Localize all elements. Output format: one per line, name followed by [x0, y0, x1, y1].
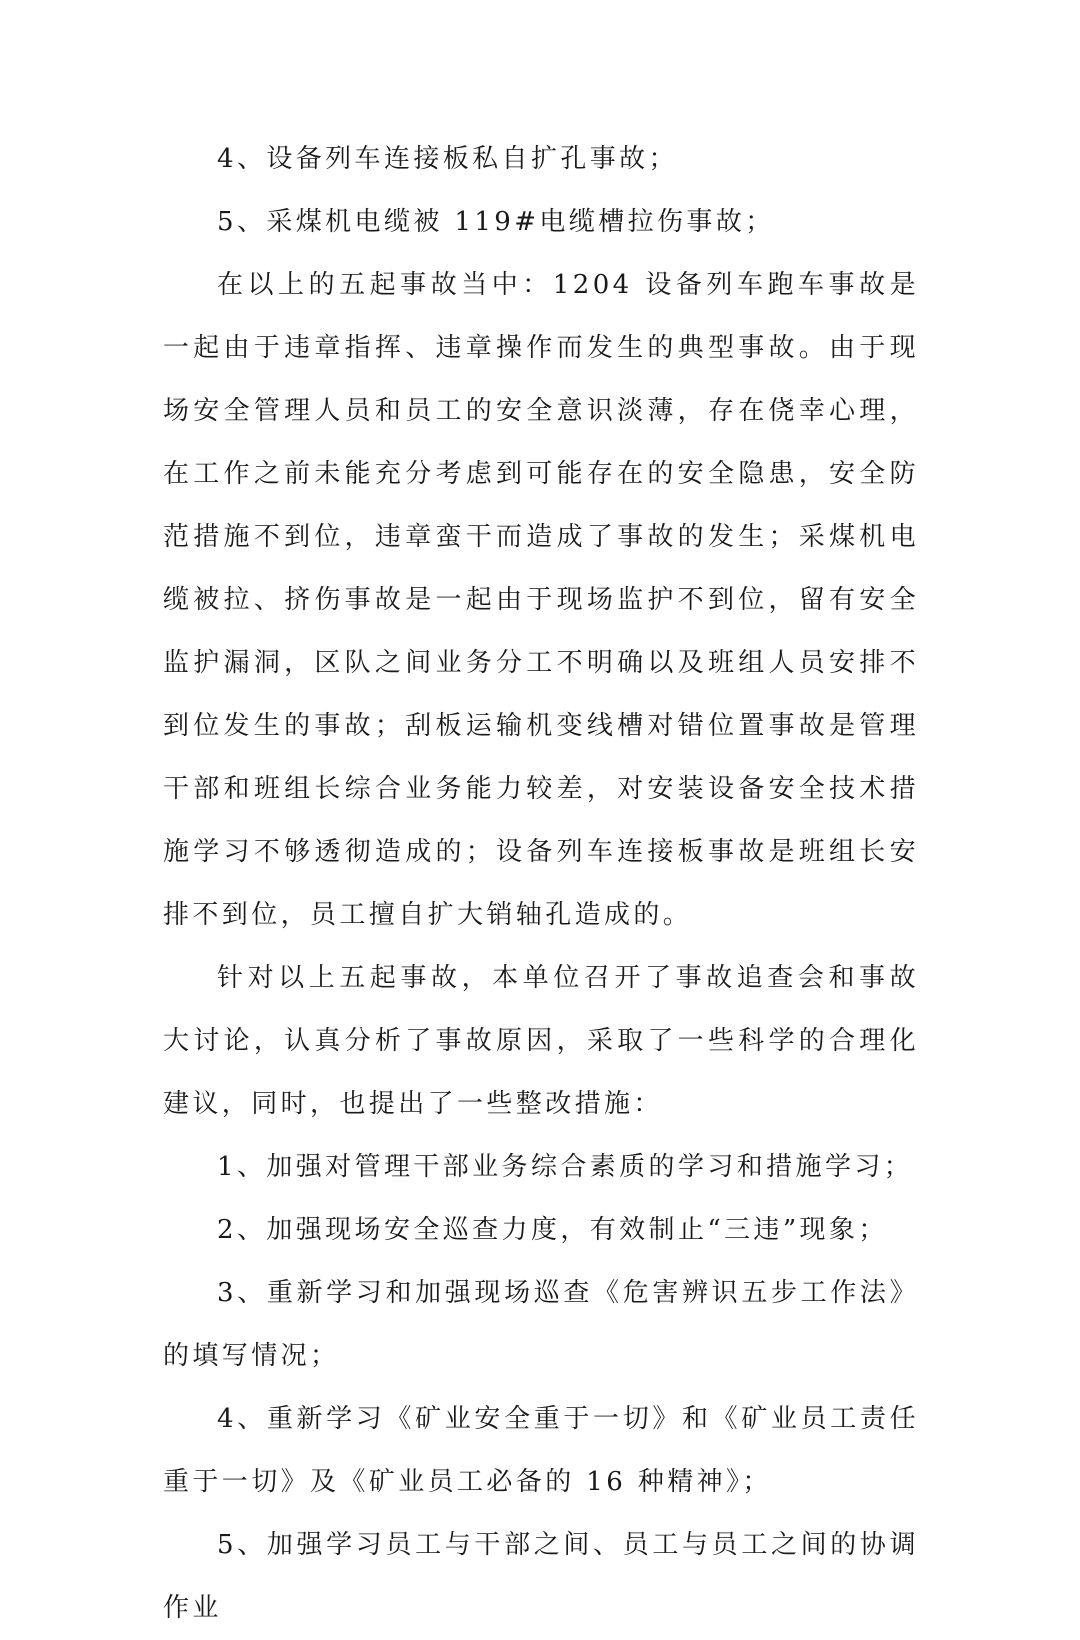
- response-paragraph: 针对以上五起事故，本单位召开了事故追查会和事故大讨论，认真分析了事故原因，采取了一些科学的合理化建议，同时，也提出了一些整改措施：: [163, 963, 919, 1119]
- measure-item-3: 3、重新学习和加强现场巡查《危害辨识五步工作法》的填写情况；: [163, 1278, 919, 1371]
- accident-item-4: 4、设备列车连接板私自扩孔事故；: [217, 144, 678, 174]
- measure-item-2: 2、加强现场安全巡查力度，有效制止“三违”现象；: [217, 1215, 888, 1245]
- measure-item-4: 4、重新学习《矿业安全重于一切》和《矿业员工责任重于一切》及《矿业员工必备的 16 种精神》；: [163, 1404, 919, 1497]
- document-body: [163, 128, 919, 1640]
- accident-item-5: 5、采煤机电缆被 119#电缆槽拉伤事故；: [217, 207, 775, 237]
- measure-item-1: 1、加强对管理干部业务综合素质的学习和措施学习；: [217, 1152, 914, 1182]
- analysis-paragraph: 在以上的五起事故当中：1204 设备列车跑车事故是一起由于违章指挥、违章操作而发生的典型事故。由于现场安全管理人员和员工的安全意识淡薄，存在侥幸心理，在工作之前未能充分考虑到可能存在的安全隐患，安全防范措施不到位，违章蛮干而造成了事故的发生；采煤机电缆被拉、挤伤事故是一起由于现场监护不到位，留有安全监护漏洞，区队之间业务分工不明确以及班组人员安排不到位发生的事故；刮板运输机变线槽对错位置事故是管理干部和班组长综合业务能力较差，对安装设备安全技术措施学习不够透彻造成的；设备列车连接板事故是班组长安排不到位，员工擅自扩大销轴孔造成的。: [163, 270, 919, 930]
- measure-item-5: 5、加强学习员工与干部之间、员工与员工之间的协调作业: [163, 1530, 919, 1623]
